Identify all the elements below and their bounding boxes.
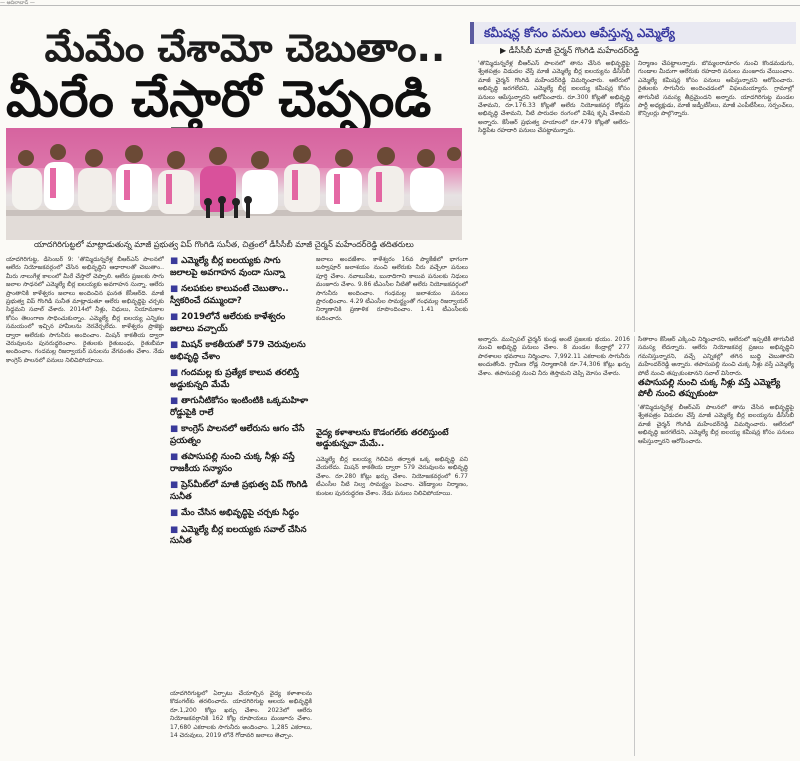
right-story-column-4b xyxy=(638,404,794,756)
column-divider xyxy=(634,336,635,756)
main-story-column-2b xyxy=(170,690,312,756)
right-story-text-b: రూ.300 కోట్లతో అభివృద్ధి చేశామని, రూ.176.33 కోట్లతో ఆలేరు నియోజకవర్గ రోడ్లను అభివృద్ధి చేశామని, నీటి పారుదల రంగంలో విశేష కృషి చేశామని అన్నారు. కేసీఆర్ ప్రభుత్వ హయాంలో రూ.479 కోట్లతో ఆలేరు-సిద్ధిపేట రహదారి పనులు చేపట్టామన్నారు. xyxy=(478,93,630,135)
highlight-item: ■ తాగునీటికోసం ఇంటింటికి ఒక్కమహిళా రోడ్డుపైకి రాలే xyxy=(170,396,309,418)
right-story-text-a: 'తొమ్మిదున్నరేళ్ల బీఆర్‌ఎస్ పాలనలో తాను చేసిన అభివృద్ధిపై శ్వేతపత్రం విడుదల చేస్తే మాజీ ఎమ్మెల్యే బీర్ల ఐలయ్యను డీసీసీబీ మాజీ చైర్మన్ గొంగిడి మహేందర్‌రెడ్డి విమర్శించారు. ఆలేరులో అభివృద్ధి జరగలేదని, ఎమ్మెల్యే బీర్ల ఐలయ్య కమీషన్ల కోసం పనులు ఆపేస్తున్నారని ఆరోపించారు. xyxy=(478,60,630,101)
main-text-3a: ఎమ్మెల్యే బీర్ల ఐలయ్య గెలిచిన తర్వాత ఒక్క అభివృద్ధి పని చేయలేదు. మిషన్ కాకతీయ ద్వారా 579 చెరువులను అభివృద్ధి చేశాం. రూ.280 కోట్లు ఖర్చు చేశాం. నియోజకవర్గంలో 6.77 టీఎంసీల నీటి నిల్వ సామర్థ్యం పెంచాం. చెక్‌డ్యాంల నిర్మాణం, కుంటల పునరుద్ధరణ చేశాం. నేడు పనులు నిలిచిపోయాయి. xyxy=(316,456,468,497)
right-story-column-1 xyxy=(478,60,630,332)
main-story-column-2 xyxy=(316,256,468,424)
highlight-item: ■ మిషన్ కాకతీయతో 579 చెరువులను అభివృద్ధి చేశాం xyxy=(170,340,306,362)
right-story-text-c: నిర్మాణం చేపట్టాలన్నారు. బొమ్మలరామారం నుంచి కొండమడుగు, గుండాల మీదుగా ఆలేరుకు రహదారి పనులు మంజూరు చేయించాం. ఎమ్మెల్యే కమీషన్ల కోసం పనులు ఆపేస్తున్నారని ఆరోపించారు. రైతులకు సాగునీరు అందించడంలో విఫలమయ్యారు. గ్రామాల్లో తాగునీటి సమస్య తీవ్రమైందని అన్నారు. యాదగిరిగుట్ట మండల పార్టీ అధ్యక్షుడు, మాజీ జడ్పీటీసీలు, మాజీ ఎంపీటీసీలు, సర్పంచ్‌లు, కౌన్సిలర్లు పాల్గొన్నారు. xyxy=(638,60,794,118)
highlight-item: ■ తపాసుపల్లి నుంచి చుక్క నీళ్లు వస్తే రాజకీయ సన్యాసం xyxy=(170,452,295,474)
right-subheading: తపాసుపల్లి నుంచి చుక్క నీళ్లు వస్తే ఎమ్మెల్యే పోలీ నుంచి తప్పుకుంటా xyxy=(638,378,781,399)
headline-line2: మీరేం చేస్తారో చెప్పండి xyxy=(6,70,432,128)
highlight-item: ■ ఎమ్మెల్యే బీర్ల ఐలయ్యకు సవాల్ చేసిన సునీత xyxy=(170,524,307,546)
right-story-column-2 xyxy=(638,60,794,332)
main-story-column-3 xyxy=(316,456,468,756)
top-strip: — ఆదిలాబాద్ — xyxy=(0,0,800,6)
photo-caption: యాదగిరిగుట్టలో మాట్లాడుతున్న మాజీ ప్రభుత్వ విప్ గొంగిడి సునీత, చిత్రంలో డీసీసీబీ మాజీ చైర్మన్ మహేందర్‌రెడ్డి తదితరులు xyxy=(34,240,414,249)
right-text-4c: 'తొమ్మిదున్నరేళ్ల బీఆర్‌ఎస్ పాలనలో తాను చేసిన అభివృద్ధిపై శ్వేతపత్రం విడుదల చేస్తే మాజీ ఎమ్మెల్యే బీర్ల ఐలయ్యను డీసీసీబీ మాజీ చైర్మన్ గొంగిడి మహేందర్‌రెడ్డి విమర్శించారు. ఆలేరులో అభివృద్ధి జరగలేదని, ఎమ్మెల్యే బీర్ల ఐలయ్య కమీషన్ల కోసం పనులు ఆపేస్తున్నారని ఆరోపించారు. xyxy=(638,404,794,445)
news-photo xyxy=(6,128,462,240)
main-text-2b: యాదగిరిగుట్టలో ఏర్పాటు చేయాల్సిన వైద్య కళాశాలను కొడంగల్‌కు తరలించారు. యాదగిరిగుట్ట ఆలయ అభివృద్ధికి రూ.1,200 కోట్లు ఖర్చు చేశాం. 2023లో ఆలేరు నియోజకవర్గానికి 162 కోట్ల రూపాయలు మంజూరు చేశాం. 17,680 ఎకరాలకు సాగునీరు అందించాం. 1,285 ఎకరాలు, 14 చెరువులు, 2019 లోనే గోదావరి జలాలు తెచ్చాం. xyxy=(170,690,312,740)
highlight-item: ■ ఎమ్మెల్యే బీర్ల ఐలయ్యకు సాగు జలాలపై అవగాహన వుందా సున్నా xyxy=(170,256,285,278)
press-meet-illustration xyxy=(6,128,462,240)
right-text-4b: సీతారాం కేసీఆర్ ఎక్కించి నిర్మించారని, ఆలేరులో ఇప్పటికీ తాగునీటి సమస్య లేదన్నారు. ఆలేరు నియోజకవర్గ ప్రజలు అభివృద్ధిని గమనిస్తున్నారని, వచ్చే ఎన్నికల్లో తగిన బుద్ధి చెబుతారని మహేందర్‌రెడ్డి అన్నారు. తపాసుపల్లి నుంచి చుక్క నీళ్లు వస్తే ఎమ్మెల్యే పోటీ నుంచి తప్పుకుంటానని సవాల్ విసిరారు. xyxy=(638,336,794,376)
highlight-item: ■ కాంగ్రెస్ పాలనలో ఆలేరును ఆగం చేసే ప్రయత్నం xyxy=(170,424,305,446)
highlights-box xyxy=(170,256,310,688)
headline-line1: మేమేం చేశామో చెబుతాం.. xyxy=(44,26,446,70)
main-story-column-1 xyxy=(6,256,164,756)
highlight-item: ■ ప్రెస్‌మీట్‌లో మాజీ ప్రభుత్వ విప్ గొంగిడి సునీత xyxy=(170,480,308,502)
main-text-1a: యాదగిరిగుట్ట, డిసెంబర్ 9: 'తొమ్మిదున్నరేళ్ల బీఆర్‌ఎస్ పాలనలో ఆలేరు నియోజకవర్గంలో చేసిన అభివృద్ధిని ఆధారాలతో చెబుతాం.. మీరు నాలుగేళ్ల కాలంలో మీరే చేస్తారో చెప్పాలి. ఆలేరు ప్రజలకు సాగు జలాల సాధనలో ఎమ్మెల్యే బీర్ల ఐలయ్యకు అవగాహన సున్నా. ఆలేరు ప్రాంతానికి కాళేశ్వరం జలాలు అందించిన ఘనత కేసీఆర్‌ది. మాజీ ప్రభుత్వ విప్ గొంగిడి సునీత మాట్లాడుతూ ఆలేరు అభివృద్ధిపై చర్చకు సిద్ధమని సవాల్ చేశారు. 2014లో నీళ్లు, నిధులు, నియామకాల కోసం తెలంగాణ సాధించుకున్నాం. xyxy=(6,256,164,322)
column-divider xyxy=(634,60,635,332)
highlight-item: ■ నలపకుల కాలువంటే చెబుతాం.. స్వీకరించే దమ్ముందా? xyxy=(170,284,289,306)
main-text-1b: ఎమ్మెల్యే బీర్ల ఐలయ్య ఎన్నికల సమయంలో ఇచ్చిన హామీలను నెరవేర్చలేదు. కాళేశ్వరం ప్రాజెక్టు ద్వారా ఆలేరుకు సాగునీరు అందించాం. మిషన్ కాకతీయ ద్వారా చెరువులను పునరుద్ధరించాం. రైతులకు రైతుబంధు, రైతుబీమా అందించాం. గందమల్ల రిజర్వాయర్ పనులను వేగవంతం చేశాం. నేడు కాంగ్రెస్ పాలనలో పనులు నిలిచిపోయాయి. xyxy=(6,314,164,364)
highlight-item: ■ మేం చేసిన అభివృద్ధిపై చర్చకు సిద్ధం xyxy=(170,508,299,518)
right-story-column-4a xyxy=(638,336,794,376)
right-story-column-3 xyxy=(478,336,630,756)
right-story-headline: కమీషన్ల కోసం పనులు ఆపేస్తున్న ఎమ్మెల్యే xyxy=(470,22,796,44)
highlight-item: ■ 2019లోనే ఆలేరుకు కాళేశ్వరం జలాలు వచ్చాయ్ xyxy=(170,312,286,334)
right-text-3b: అన్నారు. మున్సిపల్ చైర్మన్ కుండ్ల అంటే ప్రజలకు భయం. 2016 నుంచి అభివృద్ధి పనులు చేశాం. 8 మండల కేంద్రాల్లో 277 పాఠశాలల భవనాలు నిర్మించాం. 7,992.11 ఎకరాలకు సాగునీరు అందుతోంది. గ్రామీణ రోడ్ల నిర్మాణానికి రూ.74,306 కోట్లు ఖర్చు చేశాం. తపాసుపల్లి నుంచి నీరు తెస్తామని చెప్పి మోసం చేశారు. xyxy=(478,336,630,377)
right-story-byline: ▶ డీసీసీబీ మాజీ చైర్మన్ గొంగిడి మహేందర్‌రెడ్డి xyxy=(500,46,639,55)
main-text-2a: జలాలు అందజేశాం. కాళేశ్వరం 16వ ప్యాకేజీలో భాగంగా బస్వాపూర్ జలాశయం నుంచి ఆలేరుకు నీరు వచ్చేలా పనులు పూర్తి చేశాం. నవాబుపేట, బునాదిగాని కాలువ పనులకు నిధులు మంజూరు చేశాం. 9.86 టీఎంసీల నీటితో ఆలేరు నియోజకవర్గంలో సాగునీరు అందించాం. గంధమల్ల జలాశయం పనులు ప్రారంభించాం. 4.29 టీఎంసీల సామర్థ్యంతో గంధమల్ల రిజర్వాయర్ నిర్మాణానికి ప్రణాళిక రూపొందించాం. 1.41 టీఎంసీలకు కుదించారు. xyxy=(316,256,468,322)
mid-subheading: వైద్య కళాశాలను కొడంగల్‌కు తరలిస్తుంటే అడ్డుకున్నవా మేమే.. xyxy=(316,428,449,449)
highlight-item: ■ గందమల్ల కు ప్రత్యేక కాలువ తరలిస్తే అడ్డుకున్నది మేమే xyxy=(170,368,300,390)
